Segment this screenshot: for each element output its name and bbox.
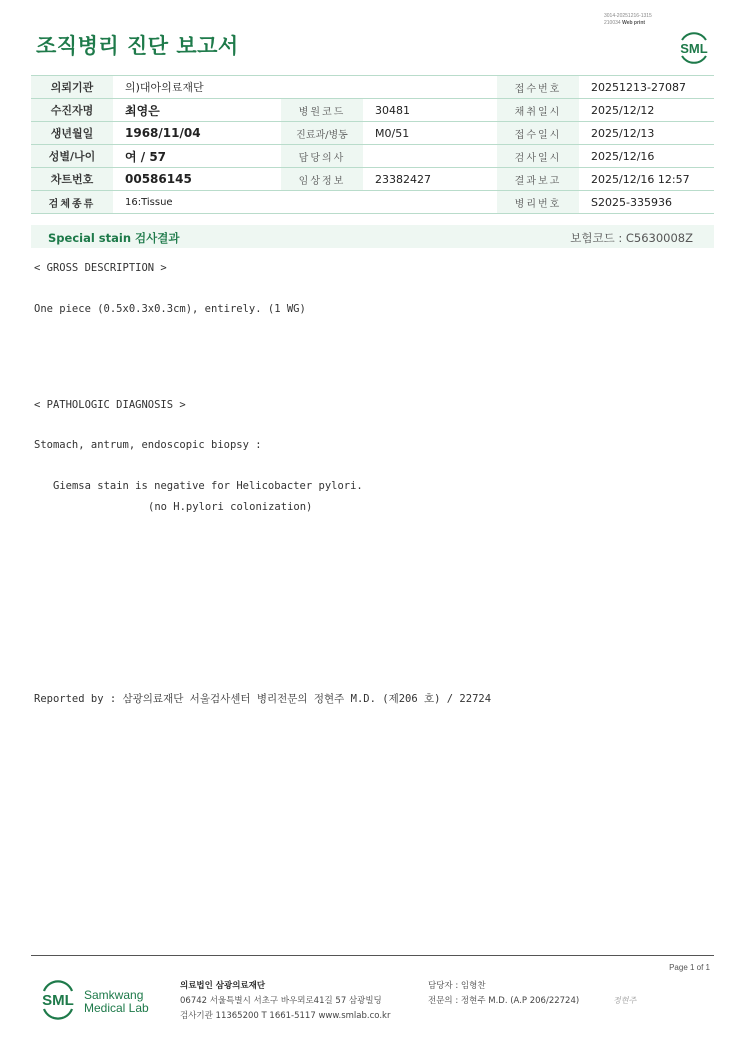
hospital-code-label: 병원코드 bbox=[281, 99, 363, 122]
page-title: 조직병리 진단 보고서 bbox=[36, 34, 239, 58]
receipt-date-label: 접수일시 bbox=[497, 122, 579, 145]
report-date-label: 결과보고 bbox=[497, 168, 579, 191]
signature: 정현주 bbox=[613, 996, 637, 1005]
org-address: 06742 서울특별시 서초구 바우뫼로41길 57 삼광빌딩 bbox=[180, 996, 382, 1006]
dept-value: M0/51 bbox=[363, 122, 497, 145]
table-row bbox=[31, 145, 714, 168]
specialist-label: 전문의 : bbox=[428, 996, 459, 1006]
print-stamp-line1: 3014-20251216-1315 bbox=[604, 13, 652, 19]
staff-label: 담당자 : bbox=[428, 981, 459, 991]
exam-date-label: 검사일시 bbox=[497, 145, 579, 168]
specialist-name: 정현주 M.D. (A.P 206/22724) bbox=[460, 996, 580, 1006]
specimen-value: 16:Tissue bbox=[113, 191, 497, 214]
print-stamp-id: 210034 bbox=[604, 20, 621, 26]
sml-logo-icon bbox=[674, 26, 714, 66]
print-stamp bbox=[604, 13, 652, 27]
sex-age-label: 성별/나이 bbox=[31, 145, 113, 168]
reported-by: Reported by : 삼광의료재단 서울검사센터 병리전문의 정현주 M.D. (제206 호) / 22724 bbox=[34, 693, 492, 705]
brand-line-2: Medical Lab bbox=[84, 1001, 149, 1015]
report-date-value: 2025/12/16 12:57 bbox=[579, 168, 714, 191]
dob-value: 1968/11/04 bbox=[113, 122, 281, 145]
table-row bbox=[31, 168, 714, 191]
footer-divider bbox=[31, 955, 714, 956]
receipt-no-value: 20251213-27087 bbox=[579, 76, 714, 99]
diagnosis-line-1: Giemsa stain is negative for Helicobacter pylori. bbox=[53, 480, 363, 492]
dept-label: 진료과/병동 bbox=[281, 122, 363, 145]
specimen-label: 검체종류 bbox=[31, 191, 113, 214]
table-row bbox=[31, 76, 714, 99]
diagnosis-line-2: (no H.pylori colonization) bbox=[148, 501, 313, 513]
receipt-date-value: 2025/12/13 bbox=[579, 122, 714, 145]
chart-no-label: 차트번호 bbox=[31, 168, 113, 191]
doctor-label: 담당의사 bbox=[281, 145, 363, 168]
patient-info-table bbox=[31, 75, 714, 214]
logo-text: SML bbox=[42, 992, 74, 1009]
table-row bbox=[31, 99, 714, 122]
collect-date-label: 채취일시 bbox=[497, 99, 579, 122]
gross-text: One piece (0.5x0.3x0.3cm), entirely. (1 WG) bbox=[34, 303, 306, 315]
hospital-code-value: 30481 bbox=[363, 99, 497, 122]
insurance-code: 보험코드 : C5630008Z bbox=[570, 231, 693, 245]
name-label: 수진자명 bbox=[31, 99, 113, 122]
chart-no-value: 00586145 bbox=[113, 168, 281, 191]
collect-date-value: 2025/12/12 bbox=[579, 99, 714, 122]
staff-name: 임형찬 bbox=[460, 981, 486, 991]
diagnosis-heading: < PATHOLOGIC DIAGNOSIS > bbox=[34, 399, 186, 411]
diagnosis-site: Stomach, antrum, endoscopic biopsy : bbox=[34, 439, 262, 451]
institution-value: 의)대아의료재단 bbox=[113, 76, 497, 99]
print-stamp-label: Web print bbox=[622, 20, 646, 26]
logo-text: SML bbox=[680, 41, 708, 56]
org-name: 의료법인 삼광의료재단 bbox=[180, 981, 266, 991]
path-no-value: S2025-335936 bbox=[579, 191, 714, 214]
clinical-label: 임상정보 bbox=[281, 168, 363, 191]
path-no-label: 병리번호 bbox=[497, 191, 579, 214]
sex-age-value: 여 / 57 bbox=[113, 145, 281, 168]
name-value: 최영은 bbox=[113, 99, 281, 122]
exam-date-value: 2025/12/16 bbox=[579, 145, 714, 168]
table-row bbox=[31, 122, 714, 145]
table-row bbox=[31, 191, 714, 214]
gross-heading: < GROSS DESCRIPTION > bbox=[34, 262, 167, 274]
receipt-no-label: 접수번호 bbox=[497, 76, 579, 99]
org-contact: 검사기관 11365200 T 1661-5117 www.smlab.co.kr bbox=[180, 1011, 391, 1021]
dob-label: 생년월일 bbox=[31, 122, 113, 145]
doctor-value bbox=[363, 145, 497, 168]
institution-label: 의뢰기관 bbox=[31, 76, 113, 99]
page-number: Page 1 of 1 bbox=[669, 963, 710, 972]
clinical-value: 23382427 bbox=[363, 168, 497, 191]
section-title: Special stain 검사결과 bbox=[48, 231, 180, 245]
sml-logo-icon bbox=[37, 978, 79, 1020]
brand-line-1: Samkwang bbox=[84, 988, 144, 1002]
